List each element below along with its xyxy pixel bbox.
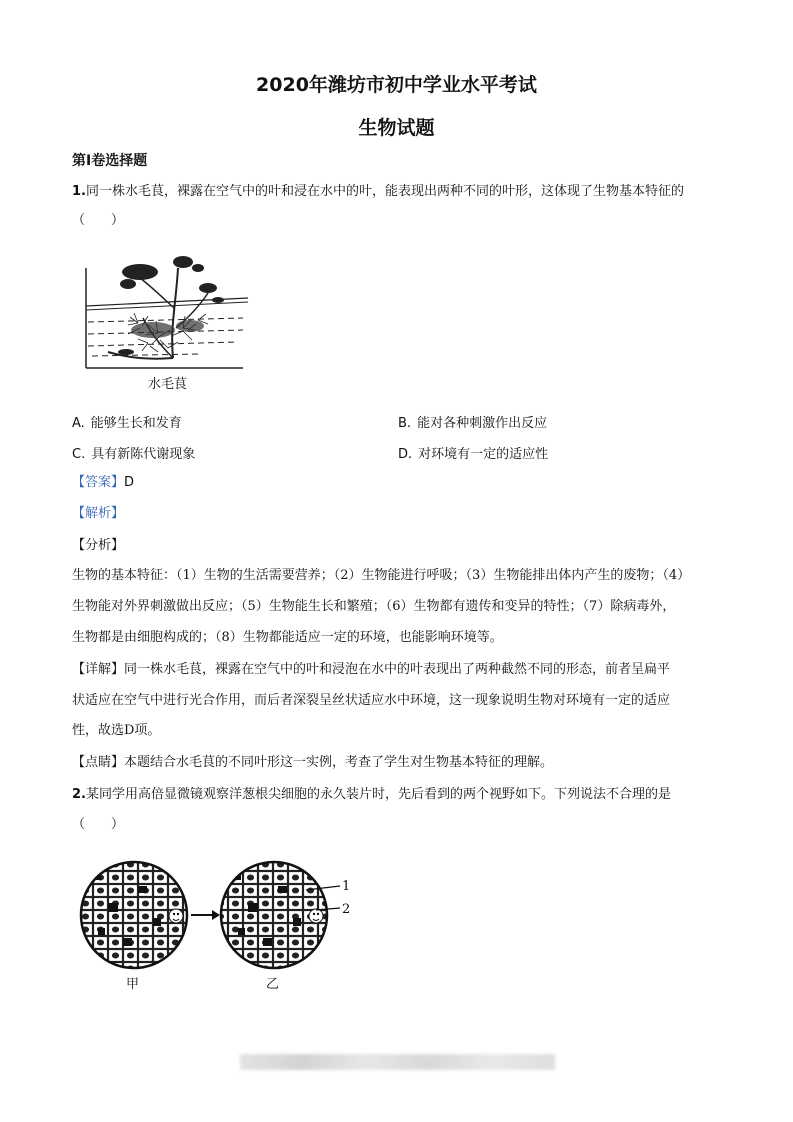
q2-number: 2. bbox=[72, 787, 86, 802]
q2-stem-text: 某同学用高倍显微镜观察洋葱根尖细胞的永久装片时，先后看到的两个视野如下。下列说法不合理的是 bbox=[85, 787, 671, 802]
q1-option-d[interactable]: D. 对环境有一定的适应性 bbox=[398, 447, 549, 462]
water-buttercup-figure bbox=[78, 248, 253, 393]
label-1: 1 bbox=[342, 879, 351, 894]
figure-caption: 水毛茛 bbox=[148, 377, 188, 392]
comment-label: 【点睛】 bbox=[72, 755, 125, 770]
detail-line-2: 状适应在空气中进行光合作用，而后者深裂呈丝状适应水中环境，这一现象说明生物对环境有一定的适应 bbox=[72, 693, 671, 708]
q2-stem-line1 bbox=[72, 786, 671, 804]
detail-line-3: 性，故选D项。 bbox=[72, 723, 161, 738]
label-jia: 甲 bbox=[126, 977, 140, 992]
section-heading: 第Ⅰ卷选择题 bbox=[72, 153, 148, 169]
exam-title: 2020年潍坊市初中学业水平考试 bbox=[256, 74, 537, 96]
q1-stem-line1 bbox=[72, 183, 684, 201]
detail-label: 【详解】 bbox=[72, 662, 125, 677]
fenxi-line-2: 生物能对外界刺激做出反应；（5）生物能生长和繁殖；（6）生物都有遗传和变异的特性；（7）除病毒外， bbox=[72, 599, 676, 614]
blurred-footer bbox=[240, 1054, 555, 1070]
q1-number: 1. bbox=[72, 184, 86, 199]
q1-stem-line2: （ ） bbox=[72, 213, 125, 228]
q1-option-c[interactable]: C. 具有新陈代谢现象 bbox=[72, 447, 196, 462]
comment-line: 【点睛】本题结合水毛茛的不同叶形这一实例，考查了学生对生物基本特征的理解。 bbox=[72, 755, 554, 770]
q1-stem-text: 同一株水毛茛，裸露在空气中的叶和浸在水中的叶，能表现出两种不同的叶形，这体现了生物基本特征的 bbox=[85, 184, 684, 199]
analysis-label: 【解析】 bbox=[72, 506, 125, 521]
q1-option-b[interactable]: B. 能对各种刺激作出反应 bbox=[398, 416, 548, 431]
fenxi-line-3: 生物都是由细胞构成的；（8）生物都能适应一定的环境，也能影响环境等。 bbox=[72, 630, 503, 645]
q1-option-a[interactable]: A. 能够生长和发育 bbox=[72, 416, 182, 431]
microscope-fields-figure bbox=[78, 858, 368, 998]
exam-subtitle: 生物试题 bbox=[358, 117, 435, 139]
fenxi-line-1: 生物的基本特征：（1）生物的生活需要营养；（2）生物能进行呼吸；（3）生物能排出体内产生的废物；（4） bbox=[72, 568, 691, 583]
detail-line-1: 【详解】同一株水毛茛，裸露在空气中的叶和浸泡在水中的叶表现出了两种截然不同的形态，前者呈扁平 bbox=[72, 662, 671, 677]
label-yi: 乙 bbox=[266, 977, 280, 992]
answer-label: 【答案】 bbox=[72, 475, 125, 490]
q2-stem-line2: （ ） bbox=[72, 817, 125, 832]
fenxi-label: 【分析】 bbox=[72, 538, 125, 553]
label-2: 2 bbox=[342, 902, 351, 917]
q1-answer bbox=[72, 474, 134, 492]
answer-value: D bbox=[124, 475, 135, 490]
